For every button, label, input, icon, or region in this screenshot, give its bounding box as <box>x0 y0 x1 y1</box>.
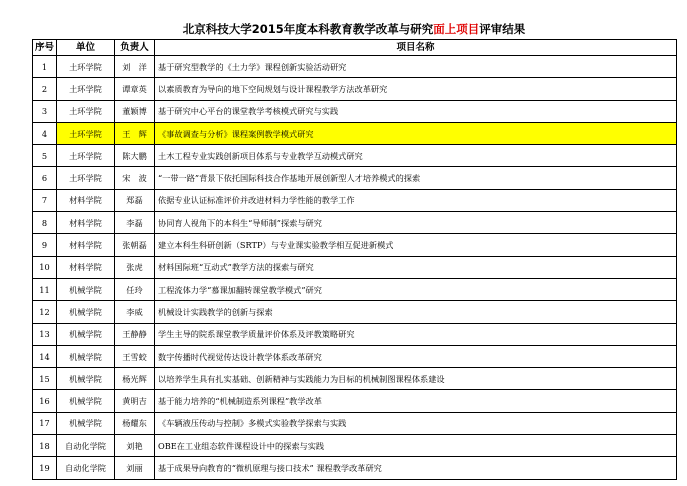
col-header-unit: 单位 <box>57 40 115 56</box>
col-header-leader: 负责人 <box>115 40 155 56</box>
cell-project-name: 材料国际班“互动式”教学方法的探索与研究 <box>155 256 677 278</box>
table-row <box>33 256 677 278</box>
cell-leader: 杨光辉 <box>115 368 155 390</box>
cell-unit: 土环学院 <box>57 56 115 78</box>
cell-unit: 材料学院 <box>57 189 115 211</box>
cell-unit: 材料学院 <box>57 234 115 256</box>
col-header-no: 序号 <box>33 40 57 56</box>
table-row <box>33 390 677 412</box>
cell-unit: 机械学院 <box>57 368 115 390</box>
table-row <box>33 234 677 256</box>
header-row <box>33 40 677 56</box>
cell-leader: 刘丽 <box>115 457 155 479</box>
table-row <box>33 435 677 457</box>
cell-project-name: 基于成果导向教育的“微机原理与接口技术” 课程教学改革研究 <box>155 457 677 479</box>
cell-leader: 李磊 <box>115 212 155 234</box>
cell-unit: 机械学院 <box>57 345 115 367</box>
cell-project-name: 基于研究型教学的《土力学》课程创新实验活动研究 <box>155 56 677 78</box>
cell-unit: 机械学院 <box>57 412 115 434</box>
cell-leader: 杨耀东 <box>115 412 155 434</box>
cell-project-name: 以培养学生具有扎实基础、创新精神与实践能力为目标的机械制图课程体系建设 <box>155 368 677 390</box>
cell-unit: 土环学院 <box>57 78 115 100</box>
cell-unit: 自动化学院 <box>57 457 115 479</box>
table-row <box>33 368 677 390</box>
cell-leader: 张虎 <box>115 256 155 278</box>
cell-project-name: 以素质教育为导向的地下空间规划与设计课程教学方法改革研究 <box>155 78 677 100</box>
table-row <box>33 457 677 479</box>
table-row <box>33 78 677 100</box>
cell-project-name: 协同育人视角下的本科生“导师制”探索与研究 <box>155 212 677 234</box>
cell-project-name: 数字传播时代视觉传达设计教学体系改革研究 <box>155 345 677 367</box>
cell-leader: 刘 洋 <box>115 56 155 78</box>
cell-no: 3 <box>33 100 57 122</box>
cell-no: 5 <box>33 145 57 167</box>
cell-unit: 土环学院 <box>57 100 115 122</box>
cell-unit: 机械学院 <box>57 278 115 300</box>
cell-leader: 陈大鹏 <box>115 145 155 167</box>
title-prefix: 北京科技大学2015年度本科教育教学改革与研究 <box>182 22 434 36</box>
cell-project-name: “一带一路”背景下依托国际科技合作基地开展创新型人才培养模式的探索 <box>155 167 677 189</box>
cell-leader: 宋 波 <box>115 167 155 189</box>
cell-project-name: 机械设计实践教学的创新与探索 <box>155 301 677 323</box>
cell-leader: 刘艳 <box>115 435 155 457</box>
cell-unit: 土环学院 <box>57 167 115 189</box>
cell-no: 9 <box>33 234 57 256</box>
table-row <box>33 345 677 367</box>
cell-leader: 王 辉 <box>115 122 155 144</box>
table-row <box>33 189 677 211</box>
cell-project-name: 基于研究中心平台的课堂教学考核模式研究与实践 <box>155 100 677 122</box>
title-suffix: 评审结果 <box>479 22 526 36</box>
cell-leader: 张朝磊 <box>115 234 155 256</box>
cell-project-name: 学生主导的院系课堂教学质量评价体系及评教策略研究 <box>155 323 677 345</box>
cell-no: 19 <box>33 457 57 479</box>
cell-no: 7 <box>33 189 57 211</box>
table-row <box>33 56 677 78</box>
cell-leader: 郑磊 <box>115 189 155 211</box>
cell-unit: 材料学院 <box>57 256 115 278</box>
title-highlight: 面上项目 <box>433 22 480 36</box>
table-row <box>33 412 677 434</box>
cell-no: 11 <box>33 278 57 300</box>
cell-project-name: 工程流体力学“慕课加翻转课堂教学模式”研究 <box>155 278 677 300</box>
cell-project-name: 基于能力培养的“机械制造系列课程”教学改革 <box>155 390 677 412</box>
table-row <box>33 100 677 122</box>
cell-no: 8 <box>33 212 57 234</box>
cell-leader: 谭章英 <box>115 78 155 100</box>
cell-no: 2 <box>33 78 57 100</box>
cell-no: 12 <box>33 301 57 323</box>
cell-unit: 土环学院 <box>57 145 115 167</box>
cell-leader: 李威 <box>115 301 155 323</box>
cell-no: 6 <box>33 167 57 189</box>
cell-no: 17 <box>33 412 57 434</box>
cell-no: 15 <box>33 368 57 390</box>
cell-no: 4 <box>33 122 57 144</box>
cell-leader: 王静静 <box>115 323 155 345</box>
cell-leader: 董颖博 <box>115 100 155 122</box>
table-row <box>33 167 677 189</box>
cell-unit: 机械学院 <box>57 301 115 323</box>
col-header-project: 项目名称 <box>155 40 677 56</box>
cell-unit: 材料学院 <box>57 212 115 234</box>
cell-leader: 任玲 <box>115 278 155 300</box>
table-row <box>33 323 677 345</box>
cell-unit: 自动化学院 <box>57 435 115 457</box>
cell-project-name: 建立本科生科研创新（SRTP）与专业课实验教学相互促进新模式 <box>155 234 677 256</box>
cell-no: 1 <box>33 56 57 78</box>
page-title <box>32 20 676 38</box>
results-table <box>32 39 677 480</box>
cell-no: 14 <box>33 345 57 367</box>
table-row <box>33 145 677 167</box>
cell-unit: 土环学院 <box>57 122 115 144</box>
table-row <box>33 212 677 234</box>
cell-project-name: 土木工程专业实践创新项目体系与专业教学互动模式研究 <box>155 145 677 167</box>
cell-no: 18 <box>33 435 57 457</box>
table-row <box>33 301 677 323</box>
cell-project-name: 《车辆液压传动与控制》多模式实验教学探索与实践 <box>155 412 677 434</box>
cell-no: 13 <box>33 323 57 345</box>
cell-no: 16 <box>33 390 57 412</box>
cell-leader: 王雪蛟 <box>115 345 155 367</box>
cell-unit: 机械学院 <box>57 323 115 345</box>
cell-no: 10 <box>33 256 57 278</box>
cell-unit: 机械学院 <box>57 390 115 412</box>
table-row <box>33 278 677 300</box>
table-row <box>33 122 677 144</box>
table-body <box>33 56 677 480</box>
cell-project-name: 《事故调查与分析》课程案例教学模式研究 <box>155 122 677 144</box>
cell-project-name: 依据专业认证标准评价并改进材料力学性能的教学工作 <box>155 189 677 211</box>
cell-project-name: OBE在工业组态软件课程设计中的探索与实践 <box>155 435 677 457</box>
cell-leader: 黄明吉 <box>115 390 155 412</box>
